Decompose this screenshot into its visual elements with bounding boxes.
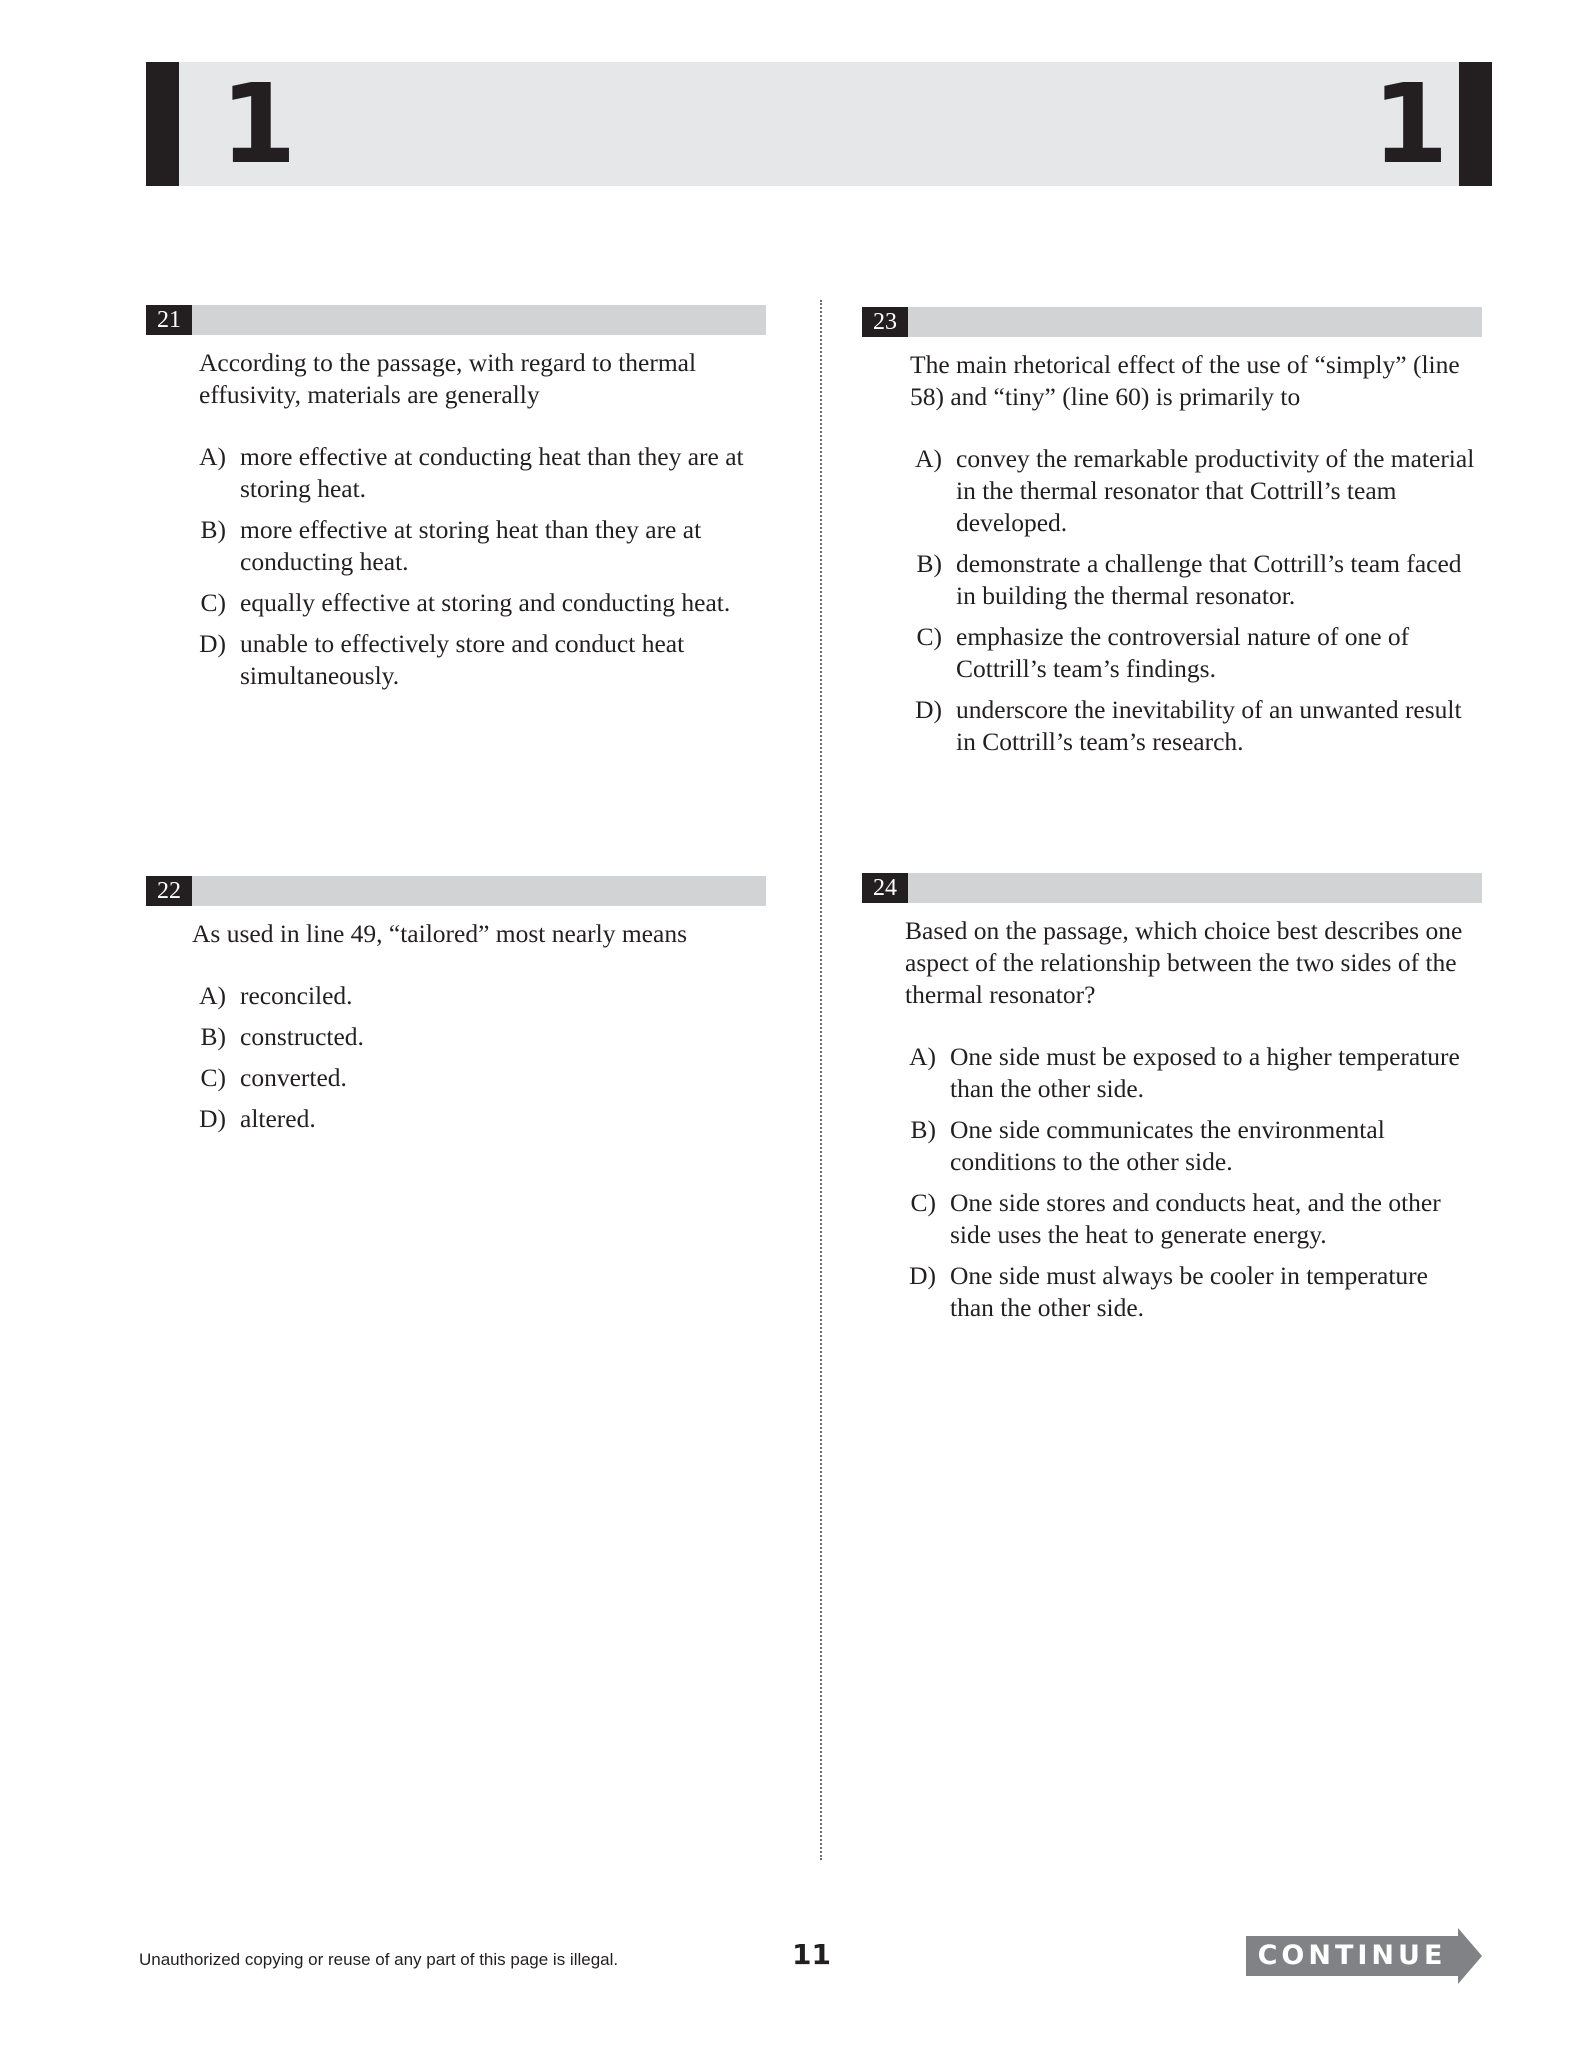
choice-text: constructed.	[240, 1022, 364, 1051]
choice-text: One side must always be cooler in temperature than the other side.	[950, 1261, 1428, 1322]
choice-letter: B)	[910, 1115, 936, 1144]
choice-letter: D)	[915, 695, 942, 724]
answer-choice-a[interactable]	[862, 443, 1482, 539]
choice-letter: D)	[909, 1261, 936, 1290]
choice-text: convey the remarkable productivity of the material in the thermal resonator that Cottrill’s team developed.	[956, 444, 1475, 537]
section-header-band	[146, 62, 1492, 186]
answer-choices	[862, 443, 1482, 758]
continue-label: CONTINUE	[1257, 1940, 1447, 1971]
copyright-notice: Unauthorized copying or reuse of any part of this page is illegal.	[139, 1950, 619, 1969]
choice-letter: B)	[916, 549, 942, 578]
answer-choice-c[interactable]	[146, 1062, 766, 1094]
column-divider	[820, 300, 822, 1860]
question-22	[146, 876, 766, 1144]
question-number: 21	[146, 305, 192, 335]
choice-letter: D)	[199, 629, 226, 658]
choice-text: One side must be exposed to a higher temperature than the other side.	[950, 1042, 1460, 1103]
question-stem: Based on the passage, which choice best describes one aspect of the relationship between the two sides of the thermal resonator?	[905, 916, 1463, 1009]
answer-choice-b[interactable]	[862, 1114, 1482, 1178]
question-21	[146, 305, 766, 701]
choice-text: equally effective at storing and conducting heat.	[240, 588, 731, 617]
question-23	[862, 307, 1482, 767]
section-header-bar-left	[146, 62, 179, 186]
choice-letter: B)	[200, 515, 226, 544]
answer-choice-c[interactable]	[862, 621, 1482, 685]
answer-choices	[862, 1041, 1482, 1324]
choice-text: demonstrate a challenge that Cottrill’s team faced in building the thermal resonator.	[956, 549, 1462, 610]
continue-button[interactable]	[1246, 1928, 1482, 1984]
question-number: 23	[862, 307, 908, 337]
choice-text: altered.	[240, 1104, 316, 1133]
choice-text: more effective at conducting heat than they are at storing heat.	[240, 442, 744, 503]
question-header	[146, 876, 766, 906]
choice-letter: C)	[200, 588, 226, 617]
answer-choice-d[interactable]	[146, 1103, 766, 1135]
section-number-right: 1	[1372, 60, 1449, 188]
answer-choices	[146, 980, 766, 1135]
choice-letter: A)	[199, 981, 226, 1010]
question-stem: As used in line 49, “tailored” most nearly means	[192, 919, 687, 948]
answer-choice-a[interactable]	[146, 980, 766, 1012]
choice-text: emphasize the controversial nature of one of Cottrill’s team’s findings.	[956, 622, 1410, 683]
answer-choice-d[interactable]	[862, 694, 1482, 758]
choice-text: One side stores and conducts heat, and the other side uses the heat to generate energy.	[950, 1188, 1441, 1249]
question-24	[862, 873, 1482, 1333]
choice-letter: A)	[199, 442, 226, 471]
answer-choice-b[interactable]	[146, 514, 766, 578]
choice-text: underscore the inevitability of an unwanted result in Cottrill’s team’s research.	[956, 695, 1462, 756]
choice-letter: A)	[909, 1042, 936, 1071]
question-stem: According to the passage, with regard to thermal effusivity, materials are generally	[199, 348, 697, 409]
choice-text: more effective at storing heat than they are at conducting heat.	[240, 515, 702, 576]
answer-choice-b[interactable]	[146, 1021, 766, 1053]
question-header	[146, 305, 766, 335]
question-header	[862, 873, 1482, 903]
answer-choices	[146, 441, 766, 692]
choice-text: unable to effectively store and conduct heat simultaneously.	[240, 629, 685, 690]
choice-letter: A)	[915, 444, 942, 473]
page-number: 11	[792, 1938, 831, 1971]
question-number: 24	[862, 873, 908, 903]
answer-choice-b[interactable]	[862, 548, 1482, 612]
section-number-left: 1	[220, 60, 297, 188]
choice-letter: B)	[200, 1022, 226, 1051]
answer-choice-a[interactable]	[862, 1041, 1482, 1105]
choice-letter: D)	[199, 1104, 226, 1133]
answer-choice-d[interactable]	[862, 1260, 1482, 1324]
choice-letter: C)	[916, 622, 942, 651]
question-header	[862, 307, 1482, 337]
choice-text: converted.	[240, 1063, 347, 1092]
choice-letter: C)	[200, 1063, 226, 1092]
choice-letter: C)	[910, 1188, 936, 1217]
choice-text: reconciled.	[240, 981, 353, 1010]
answer-choice-c[interactable]	[146, 587, 766, 619]
section-header-bar-right	[1459, 62, 1492, 186]
choice-text: One side communicates the environmental conditions to the other side.	[950, 1115, 1385, 1176]
answer-choice-d[interactable]	[146, 628, 766, 692]
question-stem: The main rhetorical effect of the use of “simply” (line 58) and “tiny” (line 60) is primarily to	[910, 350, 1460, 411]
answer-choice-a[interactable]	[146, 441, 766, 505]
question-number: 22	[146, 876, 192, 906]
answer-choice-c[interactable]	[862, 1187, 1482, 1251]
